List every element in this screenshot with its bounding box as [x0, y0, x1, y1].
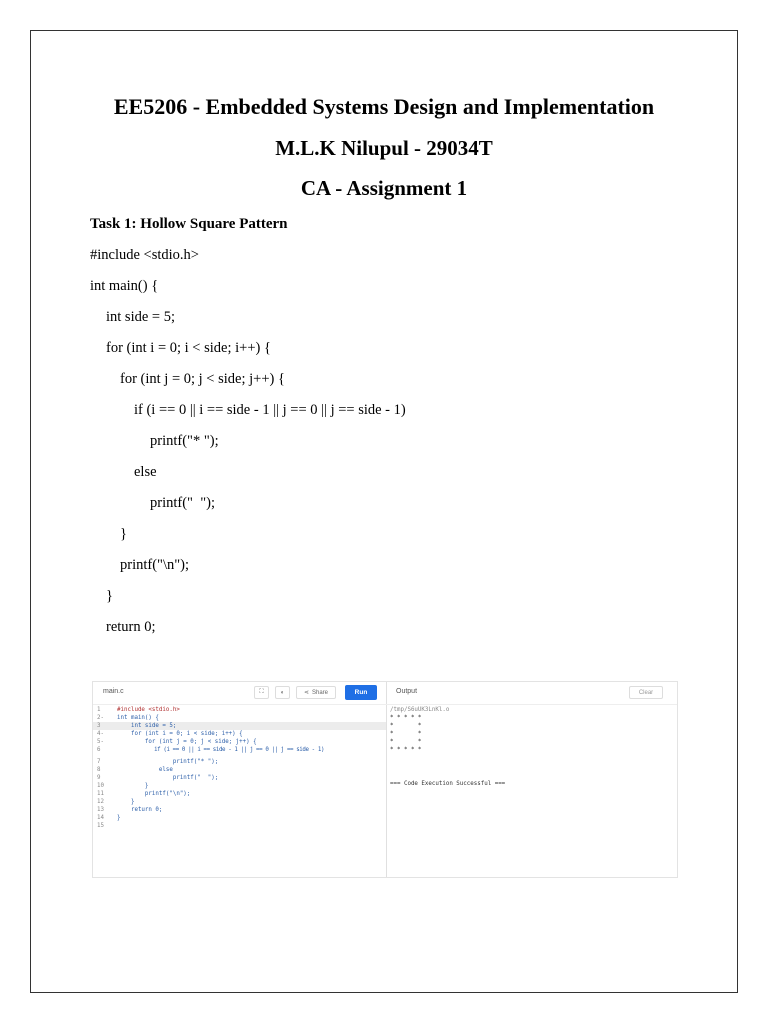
line-number: 12: [97, 799, 104, 805]
code-line: int main() {: [90, 278, 159, 294]
line-code: if (i == 0 || i == side - 1 || j == 0 || j == side - 1): [117, 747, 325, 753]
code-line: else: [134, 464, 157, 480]
document-subtitle: CA - Assignment 1: [300, 176, 468, 200]
code-line: }: [120, 526, 127, 542]
clear-button[interactable]: Clear: [629, 686, 663, 699]
editor-line[interactable]: [93, 806, 386, 814]
editor-line[interactable]: [93, 790, 386, 798]
line-code: return 0;: [117, 807, 163, 813]
theme-icon[interactable]: ◐: [275, 686, 290, 699]
share-label: Share: [312, 689, 329, 696]
code-line: printf("\n");: [120, 557, 190, 573]
editor-pane: [93, 682, 387, 878]
line-number: 7: [97, 759, 101, 765]
code-line: return 0;: [106, 619, 156, 635]
line-code: }: [117, 783, 149, 789]
output-line: * * * * *: [390, 715, 422, 721]
task-heading: Task 1: Hollow Square Pattern: [90, 216, 288, 232]
line-code: printf("* ");: [117, 759, 219, 765]
editor-line[interactable]: [93, 822, 386, 830]
editor-line[interactable]: [93, 706, 386, 714]
execution-status: === Code Execution Successful ===: [390, 781, 506, 787]
line-number: 15: [97, 823, 104, 829]
document-author: M.L.K Nilupul - 29034T: [275, 136, 493, 160]
output-line: * *: [390, 739, 422, 745]
line-number: 11: [97, 791, 104, 797]
line-code: }: [117, 815, 121, 821]
editor-line[interactable]: [93, 730, 386, 738]
line-code: printf("\n");: [117, 791, 191, 797]
line-code: else: [117, 767, 173, 773]
output-line: * *: [390, 731, 422, 737]
output-label: Output: [396, 688, 418, 695]
line-number: 9: [97, 775, 101, 781]
editor-line-active[interactable]: [93, 722, 386, 730]
editor-line[interactable]: [93, 782, 386, 790]
output-line: * * * * *: [390, 747, 422, 753]
editor-tab[interactable]: main.c: [103, 688, 124, 695]
code-line: }: [106, 588, 113, 604]
share-icon: ⋖: [303, 690, 309, 696]
line-number: 5-: [97, 739, 104, 745]
line-code: for (int j = 0; j < side; j++) {: [117, 739, 257, 745]
output-path: /tmp/S6uUK3LnKl.o: [390, 707, 450, 713]
line-number: 14: [97, 815, 104, 821]
code-line: #include <stdio.h>: [90, 247, 199, 263]
line-number: 1: [97, 707, 101, 713]
line-code: #include <stdio.h>: [117, 707, 180, 713]
editor-line[interactable]: [93, 758, 386, 766]
code-line: printf("* ");: [150, 433, 219, 449]
editor-line[interactable]: [93, 746, 386, 754]
line-number: 10: [97, 783, 104, 789]
code-line: for (int i = 0; i < side; i++) {: [106, 340, 271, 356]
fullscreen-icon[interactable]: ⛶: [254, 686, 269, 699]
line-number: 6: [97, 747, 101, 753]
code-line: int side = 5;: [106, 309, 175, 325]
editor-line[interactable]: [93, 738, 386, 746]
code-line: printf(" ");: [150, 495, 215, 511]
code-line: if (i == 0 || i == side - 1 || j == 0 || j == side - 1): [134, 402, 406, 418]
line-code: for (int i = 0; i < side; i++) {: [117, 731, 243, 737]
share-button[interactable]: [296, 686, 336, 699]
line-number: 3: [97, 723, 101, 729]
editor-line[interactable]: [93, 798, 386, 806]
line-number: 8: [97, 767, 101, 773]
line-number: 2-: [97, 715, 104, 721]
output-toolbar: [386, 682, 678, 705]
line-code: printf(" ");: [117, 775, 219, 781]
line-code: int side = 5;: [117, 723, 177, 729]
output-pane: [386, 682, 678, 878]
compiler-screenshot: [92, 681, 678, 878]
run-button[interactable]: Run: [345, 685, 377, 700]
line-number: 4-: [97, 731, 104, 737]
editor-line[interactable]: [93, 714, 386, 722]
line-number: 13: [97, 807, 104, 813]
line-code: int main() {: [117, 715, 159, 721]
editor-line[interactable]: [93, 766, 386, 774]
code-line: for (int j = 0; j < side; j++) {: [120, 371, 285, 387]
editor-line[interactable]: [93, 814, 386, 822]
editor-line[interactable]: [93, 774, 386, 782]
output-line: * *: [390, 723, 422, 729]
document-title: EE5206 - Embedded Systems Design and Implementation: [113, 94, 655, 119]
line-code: }: [117, 799, 135, 805]
editor-toolbar: [93, 682, 386, 705]
